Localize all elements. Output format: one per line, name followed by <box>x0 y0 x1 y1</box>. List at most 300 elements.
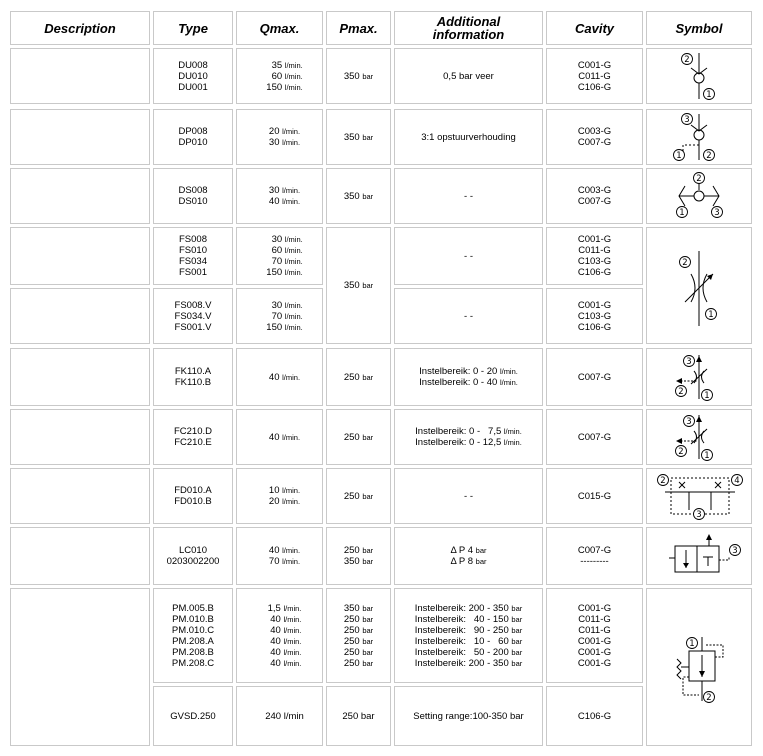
qmax-unit: l/min. <box>282 127 301 136</box>
qmax-value: 240 l/min <box>265 710 304 722</box>
qmax <box>269 126 300 137</box>
pmax-value: 350 <box>343 190 360 202</box>
info-cell <box>394 348 543 406</box>
qmax <box>269 137 300 148</box>
svg-text:2: 2 <box>678 387 684 398</box>
pmax-cell <box>326 588 391 683</box>
cavity-code: C007-G <box>577 196 612 207</box>
pmax-unit: bar <box>362 432 374 442</box>
type-code: FD010.B <box>174 496 212 507</box>
type-cell <box>153 168 233 224</box>
pmax <box>344 556 373 567</box>
pmax-value: 250 bar <box>342 710 375 722</box>
pmax-unit: bar <box>362 603 374 613</box>
row-description <box>10 48 150 104</box>
qmax <box>268 614 302 625</box>
type-code: FS010 <box>179 245 207 256</box>
info-cell <box>394 527 543 585</box>
header-cavity: Cavity <box>546 11 643 45</box>
header-description: Description <box>10 11 150 45</box>
svg-text:2: 2 <box>706 151 712 162</box>
cavity-code: C103-G <box>577 310 612 322</box>
qmax-unit: l/min. <box>282 432 301 442</box>
svg-text:3: 3 <box>732 546 738 557</box>
type-code: DS010 <box>178 196 208 207</box>
qmax-unit: l/min. <box>282 497 301 506</box>
additional-info-unit: l/min. <box>499 378 518 387</box>
cavity-cell <box>546 468 643 524</box>
qmax-unit: l/min. <box>284 60 303 70</box>
pmax <box>344 614 373 625</box>
qmax-unit: l/min. <box>282 138 301 147</box>
qmax-unit: l/min. <box>284 246 303 255</box>
type-cell <box>153 468 233 524</box>
pmax-cell <box>326 48 391 104</box>
type-cell <box>153 686 233 746</box>
qmax-unit: l/min. <box>282 546 301 555</box>
cavity-code: C001-G <box>577 234 612 245</box>
pmax-value: 250 <box>343 431 360 443</box>
qmax-value: 30 <box>271 234 283 245</box>
pmax-cell <box>326 409 391 465</box>
type-cell <box>153 227 233 285</box>
type-code: FS001.V <box>174 321 212 333</box>
pmax-unit: bar <box>362 625 374 635</box>
three-way-flow-control-symbol <box>646 409 752 465</box>
svg-text:1: 1 <box>689 639 695 650</box>
additional-info-unit: bar <box>475 546 487 555</box>
additional-info: - - <box>464 490 473 502</box>
qmax-cell <box>236 588 323 683</box>
type-code: FS008 <box>179 234 207 245</box>
qmax-value: 150 <box>266 267 283 278</box>
pmax <box>344 132 373 143</box>
shuttle-valve-symbol <box>646 168 752 224</box>
cavity-cell <box>546 48 643 104</box>
qmax <box>266 245 302 256</box>
type-code: FK110.A <box>174 366 212 377</box>
pmax-cell <box>326 168 391 224</box>
additional-info-text: Instelbereik: 10 - 60 <box>414 635 512 647</box>
cavity-cell <box>546 168 643 224</box>
qmax-unit: l/min. <box>283 603 302 613</box>
cavity-code: C007-G <box>577 545 612 556</box>
cavity-code: C011-G <box>578 70 611 82</box>
qmax <box>268 625 302 636</box>
info-cell <box>394 468 543 524</box>
cavity-cell <box>546 409 643 465</box>
qmax-cell <box>236 109 323 165</box>
qmax-unit: l/min. <box>284 268 303 277</box>
type-code: FS034.V <box>174 310 212 322</box>
additional-info-unit: bar <box>475 557 487 566</box>
pmax-cell <box>326 686 391 746</box>
pmax-value: 250 <box>343 624 360 636</box>
svg-text:1: 1 <box>704 391 710 402</box>
additional-info: 3:1 opstuurverhouding <box>421 131 516 143</box>
qmax-value: 40 <box>270 635 281 647</box>
cavity-code: C007-G <box>577 137 612 148</box>
row-description <box>10 288 150 344</box>
row-description <box>10 588 150 746</box>
qmax-value: 30 <box>271 299 283 311</box>
qmax-unit: l/min. <box>284 257 303 266</box>
row-description <box>10 348 150 406</box>
type-code: PM.010.B <box>172 613 214 625</box>
pmax-value: 350 <box>343 556 360 567</box>
pmax <box>344 280 373 291</box>
type-cell <box>153 409 233 465</box>
additional-info-unit: l/min. <box>503 438 522 447</box>
type-code: DU008 <box>178 59 208 71</box>
qmax-unit: l/min. <box>283 658 302 668</box>
pmax-value: 250 <box>343 613 360 625</box>
type-code: FS008.V <box>174 299 212 311</box>
qmax <box>266 311 302 322</box>
qmax-cell <box>236 409 323 465</box>
qmax-value: 70 <box>268 556 280 567</box>
type-code: PM.010.C <box>171 624 215 636</box>
pmax-unit: bar <box>362 557 374 566</box>
type-code: FC210.D <box>173 426 212 437</box>
type-cell <box>153 348 233 406</box>
qmax-value: 40 <box>270 613 281 625</box>
svg-text:4: 4 <box>734 476 740 487</box>
row-description <box>10 168 150 224</box>
cavity-code: C011-G <box>578 245 611 256</box>
additional-info <box>450 556 486 567</box>
check-valve-symbol <box>646 48 752 104</box>
info-cell <box>394 588 543 683</box>
info-cell <box>394 48 543 104</box>
qmax <box>269 372 300 383</box>
pmax <box>344 545 373 556</box>
qmax-value: 20 <box>268 496 280 507</box>
pmax-cell <box>326 468 391 524</box>
cavity-cell <box>546 227 643 285</box>
additional-info-unit: l/min. <box>499 367 518 376</box>
qmax-value: 60 <box>271 70 283 82</box>
qmax <box>268 603 302 614</box>
type-code: LC010 <box>179 545 207 556</box>
qmax-value: 40 <box>270 657 281 669</box>
type-cell <box>153 109 233 165</box>
qmax-cell <box>236 227 323 285</box>
cavity-code: C011-G <box>578 613 611 625</box>
qmax-unit: l/min. <box>283 636 302 646</box>
additional-info-text: Instelbereik: 40 - 150 <box>414 613 512 625</box>
pmax <box>344 603 373 614</box>
qmax-cell <box>236 527 323 585</box>
qmax-value: 70 <box>271 310 283 322</box>
cavity-code: C106-G <box>577 710 612 722</box>
type-cell <box>153 588 233 683</box>
additional-info: - - <box>464 190 473 202</box>
additional-info <box>415 647 523 658</box>
row-description <box>10 468 150 524</box>
type-code: DU001 <box>178 81 208 93</box>
type-code: 0203002200 <box>166 556 220 567</box>
qmax-cell <box>236 686 323 746</box>
qmax-unit: l/min. <box>284 311 303 321</box>
qmax <box>266 71 302 82</box>
type-code: PM.208.B <box>172 646 214 658</box>
cavity-code: C106-G <box>577 321 612 333</box>
qmax-unit: l/min. <box>284 82 303 92</box>
qmax-unit: l/min. <box>284 71 303 81</box>
additional-info: - - <box>464 310 473 322</box>
cavity-code: C001-G <box>577 646 612 658</box>
pmax <box>344 71 373 82</box>
cavity-cell <box>546 348 643 406</box>
pmax-unit: bar <box>362 546 374 555</box>
type-code: GVSD.250 <box>170 710 216 722</box>
cavity-cell <box>546 288 643 344</box>
svg-text:3: 3 <box>686 417 692 428</box>
additional-info <box>419 366 518 377</box>
cavity-code: C001-G <box>577 299 612 311</box>
qmax <box>266 322 302 333</box>
qmax-value: 40 <box>270 624 281 636</box>
cavity-cell <box>546 527 643 585</box>
svg-text:2: 2 <box>660 476 666 487</box>
cavity-code: --------- <box>580 556 609 567</box>
additional-info-unit: bar <box>511 647 523 657</box>
type-code: FK110.B <box>174 377 212 388</box>
pmax <box>344 432 373 443</box>
qmax-value: 70 <box>271 256 283 267</box>
qmax-value: 10 <box>268 485 280 496</box>
cavity-cell <box>546 588 643 683</box>
qmax-unit: l/min. <box>282 557 301 566</box>
qmax-value: 40 <box>268 431 280 443</box>
qmax <box>269 185 300 196</box>
additional-info-text: Δ P 8 <box>450 556 476 567</box>
qmax-value: 40 <box>268 545 280 556</box>
svg-text:1: 1 <box>704 451 710 462</box>
qmax <box>266 60 302 71</box>
svg-text:1: 1 <box>676 151 682 162</box>
svg-text:1: 1 <box>706 90 712 101</box>
pmax <box>342 711 374 722</box>
pmax <box>344 658 373 669</box>
pmax-unit: bar <box>362 132 374 142</box>
info-cell <box>394 409 543 465</box>
qmax-value: 1,5 <box>267 602 281 614</box>
cavity-code: C001-G <box>577 59 612 71</box>
additional-info <box>415 658 523 669</box>
pmax-unit: bar <box>362 491 374 501</box>
pmax-unit: bar <box>362 636 374 646</box>
qmax-value: 30 <box>268 137 280 148</box>
row-description <box>10 409 150 465</box>
cavity-code: C011-G <box>578 624 611 636</box>
cavity-code: C106-G <box>577 267 612 278</box>
qmax <box>269 196 300 207</box>
additional-info-text: Instelbereik: 0 - 7,5 <box>415 426 504 437</box>
qmax-value: 150 <box>266 81 283 93</box>
pilot-check-valve-symbol <box>646 109 752 165</box>
additional-info-text: Instelbereik: 50 - 200 <box>414 646 512 658</box>
pmax <box>344 191 373 202</box>
qmax <box>269 485 300 496</box>
additional-info-text: Instelbereik: 0 - 40 <box>419 377 500 388</box>
qmax-unit: l/min. <box>282 186 301 195</box>
info-cell <box>394 168 543 224</box>
type-code: PM.208.A <box>172 635 214 647</box>
cavity-code: C015-G <box>577 490 612 502</box>
header-qmax: Qmax. <box>236 11 323 45</box>
pmax-unit: bar <box>362 71 374 81</box>
pmax <box>344 625 373 636</box>
qmax <box>269 545 300 556</box>
row-description <box>10 527 150 585</box>
qmax-cell <box>236 348 323 406</box>
pmax-unit: bar <box>362 614 374 624</box>
additional-info-unit: l/min. <box>503 427 522 436</box>
qmax-cell <box>236 168 323 224</box>
qmax <box>268 636 302 647</box>
svg-text:2: 2 <box>696 174 702 185</box>
type-code: DP010 <box>178 137 208 148</box>
row-description <box>10 227 150 285</box>
cavity-cell <box>546 109 643 165</box>
qmax-value: 30 <box>268 185 280 196</box>
pmax-cell <box>326 527 391 585</box>
pmax-value: 250 <box>343 646 360 658</box>
pmax-value: 350 <box>343 280 360 291</box>
additional-info-text: Instelbereik: 90 - 250 <box>414 624 512 636</box>
svg-text:1: 1 <box>708 309 714 320</box>
additional-info <box>415 437 522 448</box>
qmax-value: 40 <box>270 646 281 658</box>
svg-text:3: 3 <box>684 115 690 126</box>
additional-info-text: Instelbereik: 200 - 350 <box>414 602 512 614</box>
qmax-unit: l/min. <box>282 372 301 382</box>
qmax-unit: l/min. <box>284 235 303 244</box>
additional-info: Setting range:100-350 bar <box>413 710 524 722</box>
additional-info-unit: bar <box>511 636 523 646</box>
additional-info <box>415 636 523 647</box>
cavity-code: C103-G <box>577 256 612 267</box>
header-type: Type <box>153 11 233 45</box>
pmax-value: 350 <box>343 602 360 614</box>
pmax <box>344 372 373 383</box>
info-cell <box>394 109 543 165</box>
additional-info <box>415 625 523 636</box>
pmax-value: 250 <box>343 490 360 502</box>
svg-text:2: 2 <box>678 447 684 458</box>
pmax <box>344 491 373 502</box>
pmax-unit: bar <box>362 191 374 201</box>
svg-text:2: 2 <box>684 55 690 66</box>
cavity-code: C001-G <box>577 657 612 669</box>
type-cell <box>153 288 233 344</box>
qmax <box>269 496 300 507</box>
info-cell <box>394 686 543 746</box>
additional-info <box>415 603 523 614</box>
additional-info <box>415 614 523 625</box>
pmax-value: 250 <box>343 657 360 669</box>
qmax <box>266 256 302 267</box>
additional-info-text: Δ P 4 <box>450 545 476 556</box>
pmax-value: 350 <box>343 70 360 82</box>
type-code: PM.208.C <box>171 657 215 669</box>
svg-text:3: 3 <box>714 208 720 219</box>
qmax <box>266 82 302 93</box>
additional-info: - - <box>464 250 473 262</box>
qmax <box>266 234 302 245</box>
type-code: DP008 <box>178 126 208 137</box>
qmax-cell <box>236 288 323 344</box>
cavity-code: C106-G <box>577 81 612 93</box>
svg-text:3: 3 <box>686 357 692 368</box>
qmax <box>269 556 300 567</box>
pmax-value: 250 <box>343 635 360 647</box>
additional-info <box>450 545 486 556</box>
type-code: DS008 <box>178 185 208 196</box>
qmax-value: 20 <box>268 126 280 137</box>
svg-text:2: 2 <box>682 257 688 268</box>
additional-info-text: Instelbereik: 0 - 12,5 <box>415 437 504 448</box>
pmax <box>344 647 373 658</box>
pmax-unit: bar <box>362 372 374 382</box>
pmax-unit: bar <box>362 281 374 290</box>
three-way-flow-control-symbol <box>646 348 752 406</box>
cavity-code: C007-G <box>577 371 612 383</box>
qmax-unit: l/min. <box>283 614 302 624</box>
additional-info <box>419 377 518 388</box>
cavity-code: C001-G <box>577 635 612 647</box>
additional-info <box>415 426 522 437</box>
type-code: DU010 <box>178 70 208 82</box>
header-symbol: Symbol <box>646 11 752 45</box>
pmax-cell <box>326 227 391 344</box>
qmax <box>268 647 302 658</box>
pressure-compensator-symbol <box>646 527 752 585</box>
pmax-value: 250 <box>343 371 360 383</box>
throttle-valve-symbol <box>646 227 752 344</box>
type-code: FS034 <box>179 256 207 267</box>
pmax-unit: bar <box>362 658 374 668</box>
qmax-unit: l/min. <box>282 197 301 206</box>
cavity-code: C001-G <box>577 602 612 614</box>
flow-divider-symbol <box>646 468 752 524</box>
info-cell <box>394 227 543 285</box>
additional-info-unit: bar <box>511 603 523 613</box>
qmax-value: 40 <box>268 371 280 383</box>
qmax-unit: l/min. <box>283 647 302 657</box>
additional-info-unit: bar <box>511 614 523 624</box>
pmax-cell <box>326 109 391 165</box>
qmax-unit: l/min. <box>284 322 303 332</box>
qmax-value: 35 <box>271 59 283 71</box>
svg-text:1: 1 <box>679 208 685 219</box>
qmax-unit: l/min. <box>284 300 303 310</box>
pmax <box>344 636 373 647</box>
qmax <box>266 300 302 311</box>
type-code: PM.005.B <box>172 602 214 614</box>
pmax-value: 350 <box>343 131 360 143</box>
relief-valve-symbol <box>646 588 752 746</box>
header-pmax: Pmax. <box>326 11 391 45</box>
cavity-code: C003-G <box>577 126 612 137</box>
info-cell <box>394 288 543 344</box>
svg-text:3: 3 <box>696 510 702 521</box>
qmax <box>265 711 304 722</box>
qmax-value: 40 <box>268 196 280 207</box>
additional-info-unit: bar <box>511 658 523 668</box>
